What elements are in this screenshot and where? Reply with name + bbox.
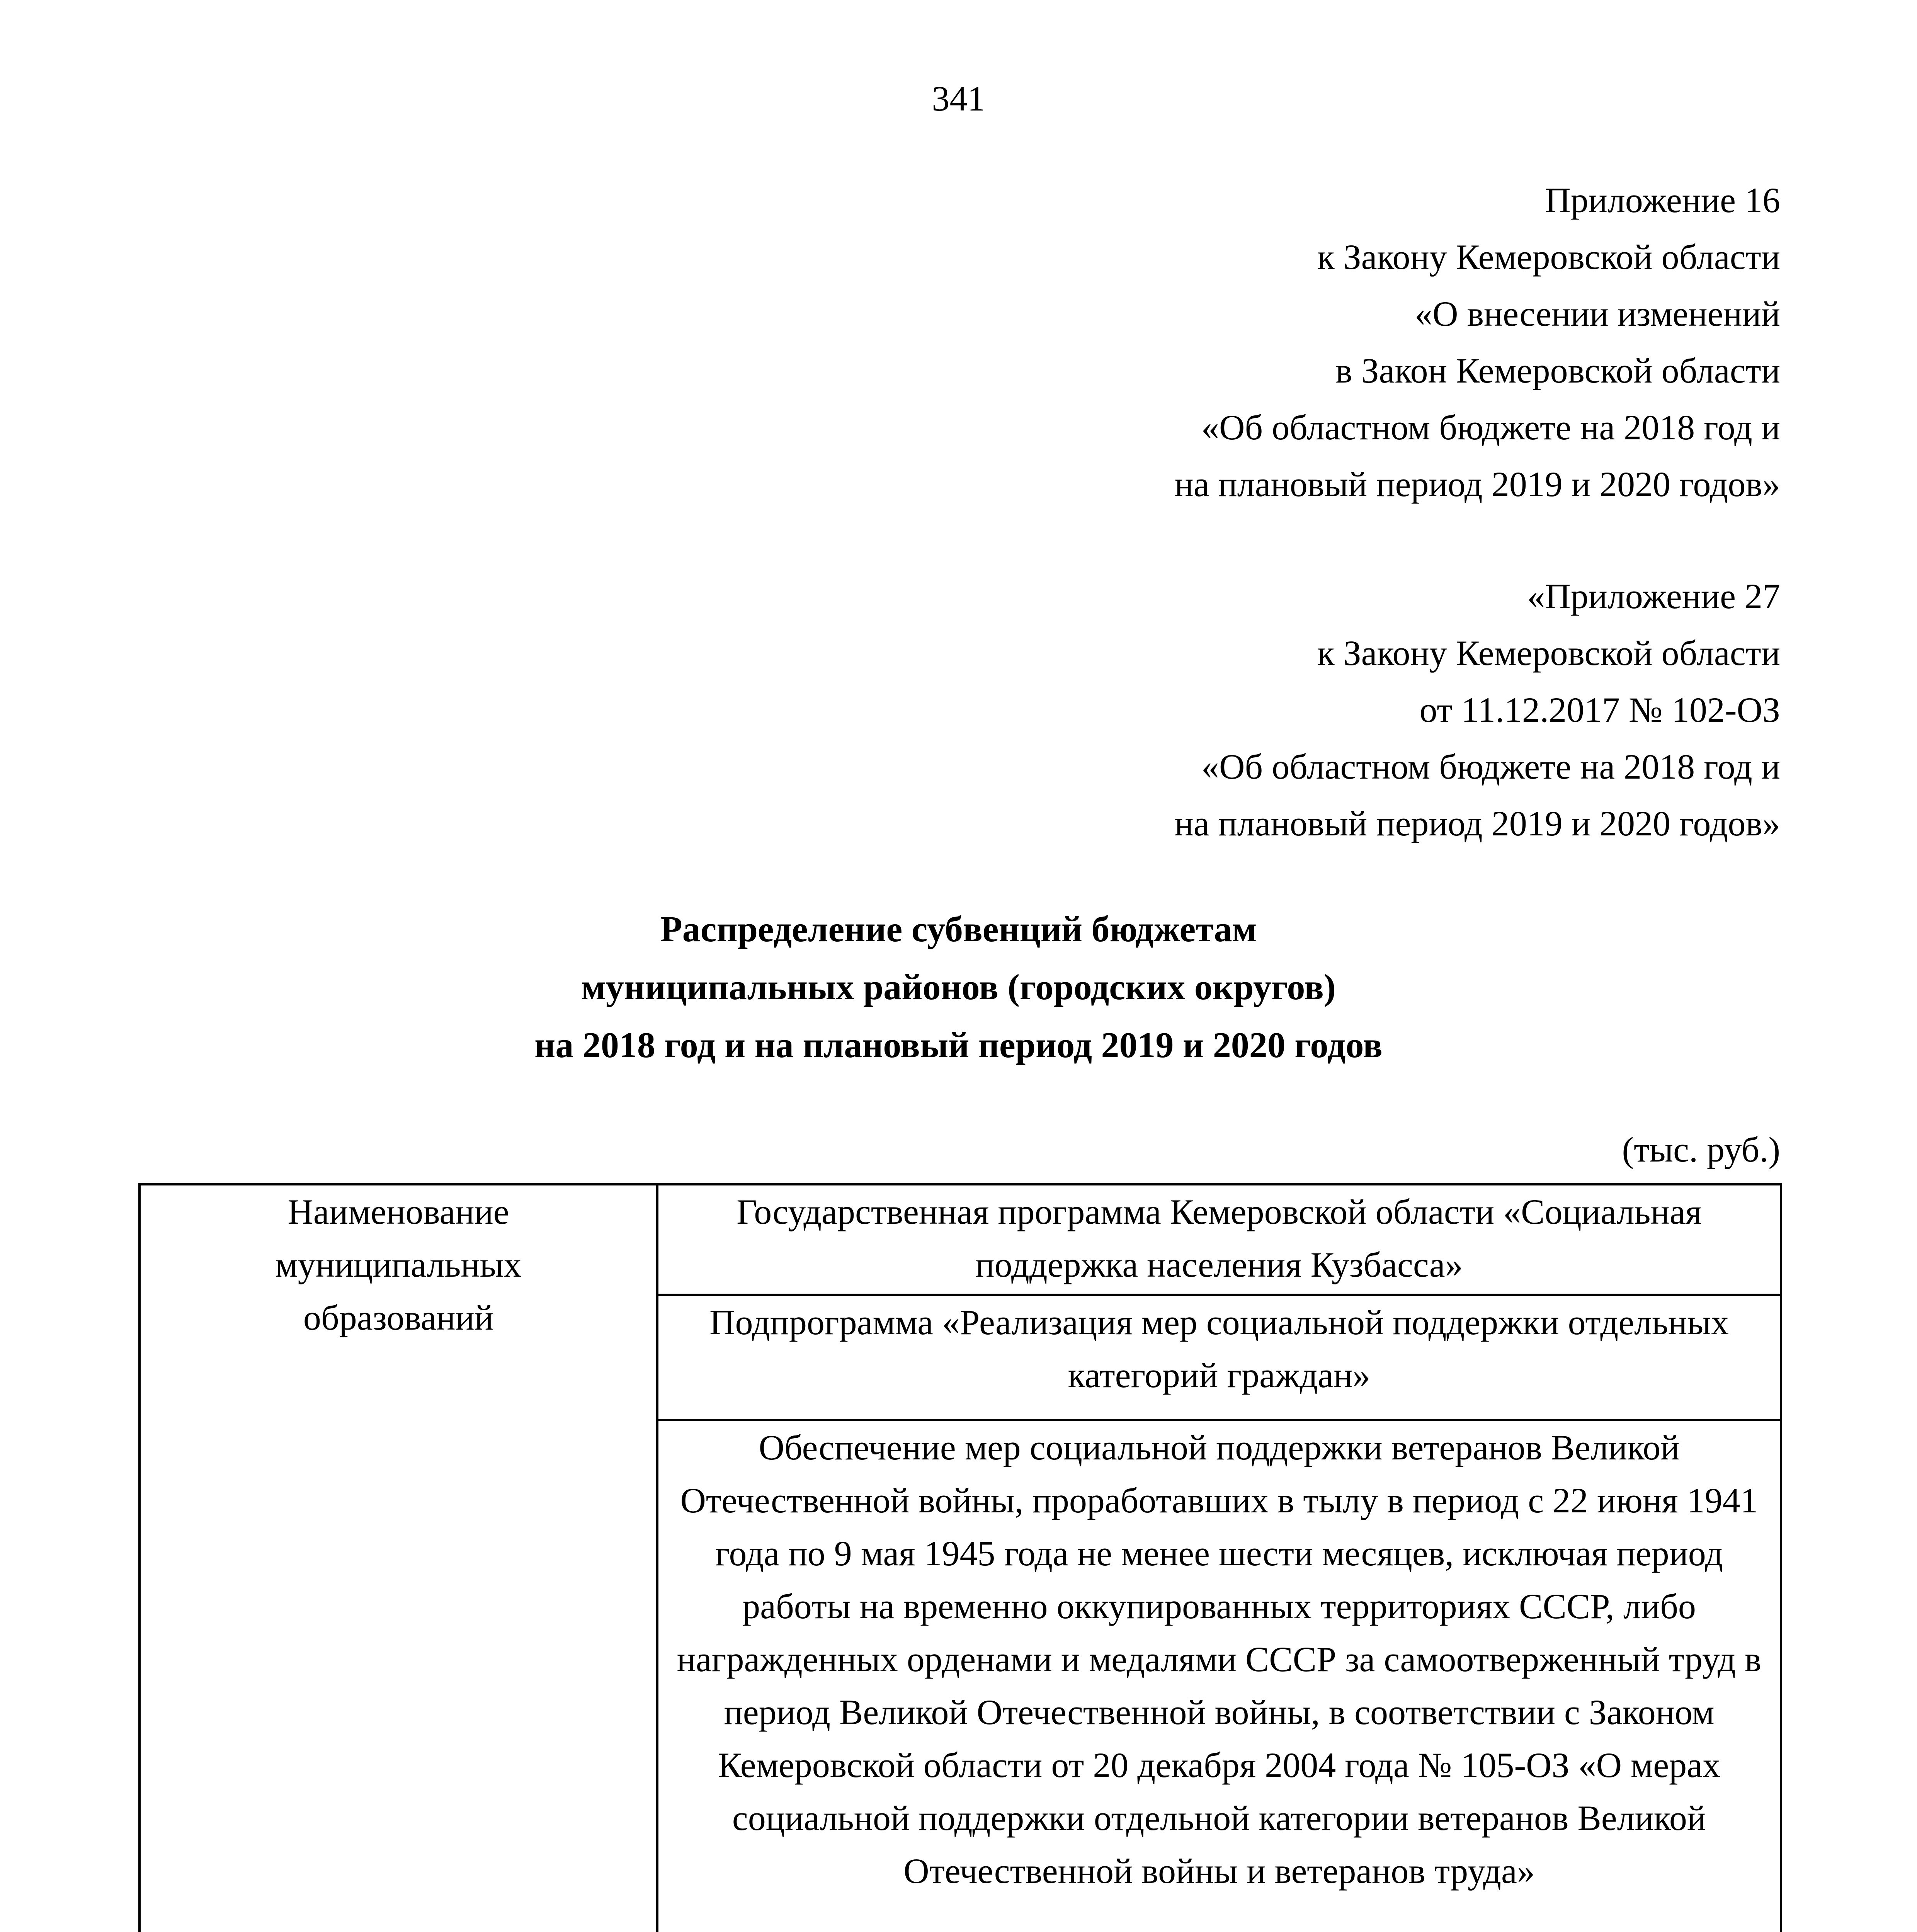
header-row-program xyxy=(139,1184,1781,1295)
appendix-27-line: к Закону Кемеровской области xyxy=(1317,633,1780,673)
municipality-name-header-text: Наименование муниципальных образований xyxy=(275,1192,522,1337)
measure-description-header: Обеспечение мер социальной поддержки ветеранов Великой Отечественной войны, проработавших в тылу в период с 22 июня 1941 года по 9 мая 1945 года не менее шести месяцев, исключая период работы на временно оккупированных территориях СССР, либо награжденных орденами и медалями СССР за самоотверженный труд в период Великой Отечественной войны, в соответствии с Законом Кемеровской области от 20 декабря 2004 года № 105-ОЗ «О мерах социальной поддержки отдельной категории ветеранов Великой Отечественной войны и ветеранов труда» xyxy=(657,1420,1781,1932)
municipality-name-header xyxy=(139,1184,657,1932)
appendix-27-line: на плановый период 2019 и 2020 годов» xyxy=(1174,804,1780,843)
appendix-16-line: «О внесении изменений xyxy=(1415,294,1780,333)
appendix-16-line: в Закон Кемеровской области xyxy=(1335,351,1780,390)
document-title-line: Распределение субвенций бюджетам xyxy=(660,909,1257,949)
appendix-27-line: «Приложение 27 xyxy=(1527,577,1780,616)
subprogram-header: Подпрограмма «Реализация мер социальной поддержки отдельных категорий граждан» xyxy=(657,1295,1781,1420)
appendix-16-line: к Закону Кемеровской области xyxy=(1317,237,1780,277)
appendix-16-block xyxy=(1174,172,1780,513)
units-label: (тыс. руб.) xyxy=(1622,1130,1780,1169)
document-title-line: муниципальных районов (городских округов) xyxy=(581,967,1336,1007)
appendix-16-line: на плановый период 2019 и 2020 годов» xyxy=(1174,464,1780,504)
appendix-16-line: «Об областном бюджете на 2018 год и xyxy=(1201,408,1780,447)
subsidy-table xyxy=(138,1183,1782,1932)
appendix-27-line: от 11.12.2017 № 102-ОЗ xyxy=(1419,690,1780,730)
document-title xyxy=(0,900,1917,1074)
document-title-line: на 2018 год и на плановый период 2019 и 2020 годов xyxy=(534,1025,1383,1065)
appendix-16-line: Приложение 16 xyxy=(1545,180,1780,220)
program-header: Государственная программа Кемеровской области «Социальная поддержка населения Кузбасса» xyxy=(657,1184,1781,1295)
appendix-27-line: «Об областном бюджете на 2018 год и xyxy=(1201,747,1780,786)
page-number: 341 xyxy=(932,79,985,118)
appendix-27-block xyxy=(1174,568,1780,852)
